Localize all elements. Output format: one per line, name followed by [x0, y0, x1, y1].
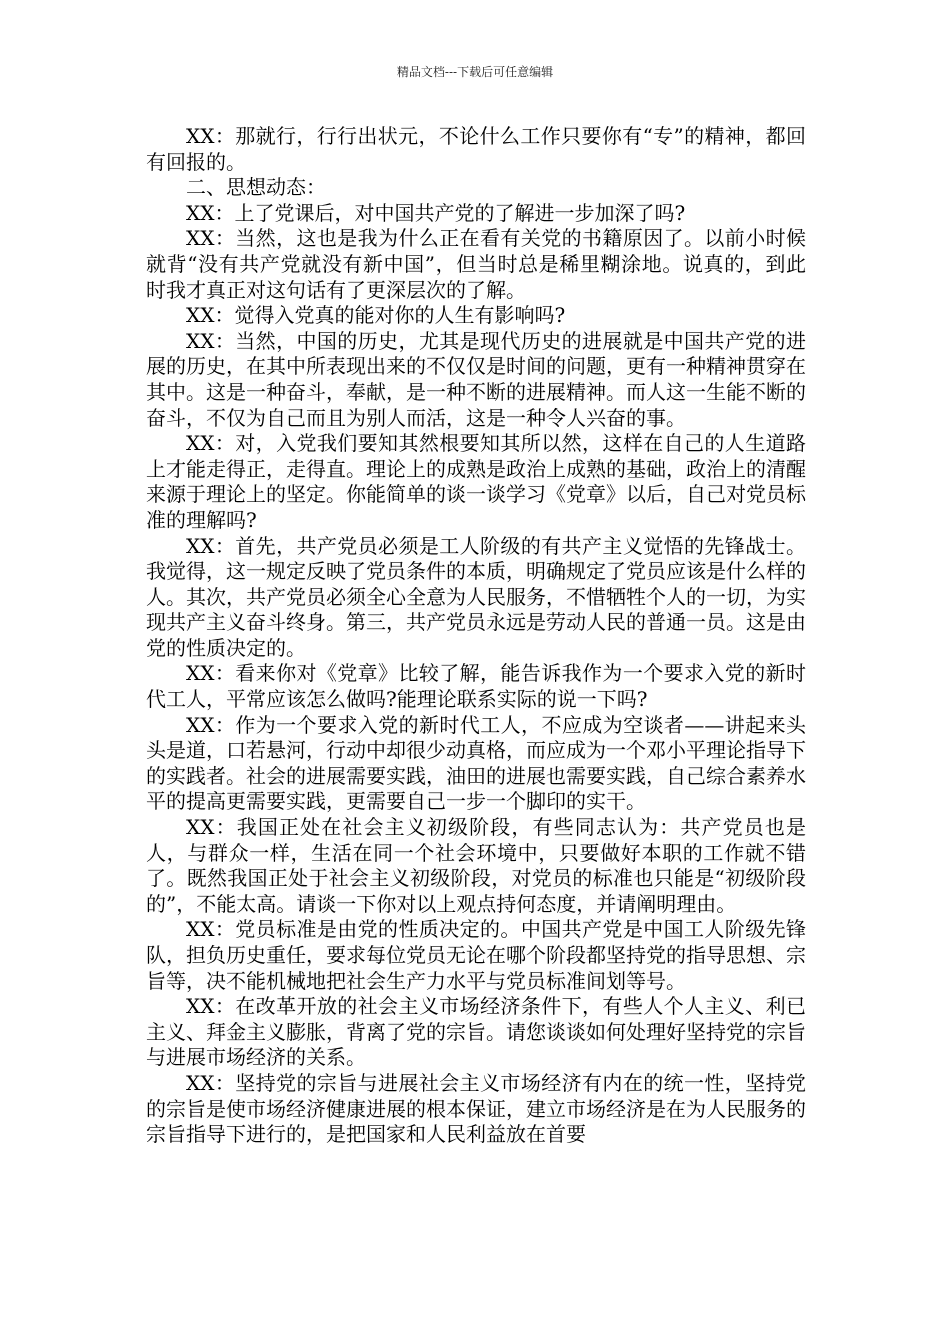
paragraph: XX：看来你对《党章》比较了解，能告诉我作为一个要求入党的新时代工人，平常应该怎么做吗?能理论联系实际的说一下吗? [146, 661, 806, 712]
paragraph: XX：上了党课后，对中国共产党的了解进一步加深了吗? [186, 200, 686, 225]
paragraph: XX：当然，这也是我为什么正在看有关党的书籍原因了。以前小时候就背“没有共产党就没有新中国”，但当时总是稀里糊涂地。说真的，到此时我才真正对这句话有了更深层次的了解。 [146, 226, 806, 302]
section-heading: 二、思想动态： [186, 175, 326, 200]
paragraph: XX：对，入党我们要知其然根要知其所以然，这样在自己的人生道路上才能走得正，走得直。理论上的成熟是政治上成熟的基础，政治上的清醒来源于理论上的坚定。你能简单的谈一谈学习《党章》以后，自己对党员标准的理解吗? [146, 431, 806, 532]
paragraph: XX：首先，共产党员必须是工人阶级的有共产主义觉悟的先锋战士。我觉得，这一规定反映了党员条件的本质，明确规定了党员应该是什么样的人。其次，共产党员必须全心全意为人民服务，不惜牺牲个人的一切，为实现共产主义奋斗终身。第三，共产党员永远是劳动人民的普通一员。这是由党的性质决定的。 [146, 533, 806, 660]
paragraph: XX：作为一个要求入党的新时代工人，不应成为空谈者——讲起来头头是道，口若悬河，行动中却很少动真格，而应成为一个邓小平理论指导下的实践者。社会的进展需要实践，油田的进展也需要实践，自己综合素养水平的提高更需要实践，更需要自己一步一个脚印的实干。 [146, 712, 806, 814]
paragraph: XX：坚持党的宗旨与进展社会主义市场经济有内在的统一性，坚持党的宗旨是使市场经济健康进展的根本保证，建立市场经济是在为人民服务的宗旨指导下进行的，是把国家和人民利益放在首要 [146, 1070, 806, 1147]
paragraph: XX：我国正处在社会主义初级阶段，有些同志认为：共产党员也是人，与群众一样，生活在同一个社会环境中，只要做好本职的工作就不错了。既然我国正处于社会主义初级阶段，对党员的标准也只能是“初级阶段的”，不能太高。请谈一下你对以上观点持何态度，并请阐明理由。 [146, 815, 806, 916]
paragraph: XX：觉得入党真的能对你的人生有影响吗? [186, 303, 566, 328]
paragraph: XX：在改革开放的社会主义市场经济条件下，有些人个人主义、利已主义、拜金主义膨胀，背离了党的宗旨。请您谈谈如何处理好坚持党的宗旨与进展市场经济的关系。 [146, 994, 806, 1070]
document-body [146, 124, 806, 1148]
page-header: 精品文档---下载后可任意编辑 [396, 65, 554, 79]
paragraph: XX：当然，中国的历史，尤其是现代历史的进展就是中国共产党的进展的历史，在其中所表现出来的不仅仅是时间的问题，更有一种精神贯穿在其中。这是一种奋斗，奉献，是一种不断的进展精神。而人这一生能不断的奋斗，不仅为自己而且为别人而活，这是一种令人兴奋的事。 [146, 328, 806, 430]
paragraph: XX：党员标准是由党的性质决定的。中国共产党是中国工人阶级先锋队，担负历史重任，要求每位党员无论在哪个阶段都坚持党的指导思想、宗旨等，决不能机械地把社会生产力水平与党员标准间划等号。 [146, 917, 806, 993]
paragraph: XX：那就行，行行出状元，不论什么工作只要你有“专”的精神，都回有回报的。 [146, 124, 806, 174]
